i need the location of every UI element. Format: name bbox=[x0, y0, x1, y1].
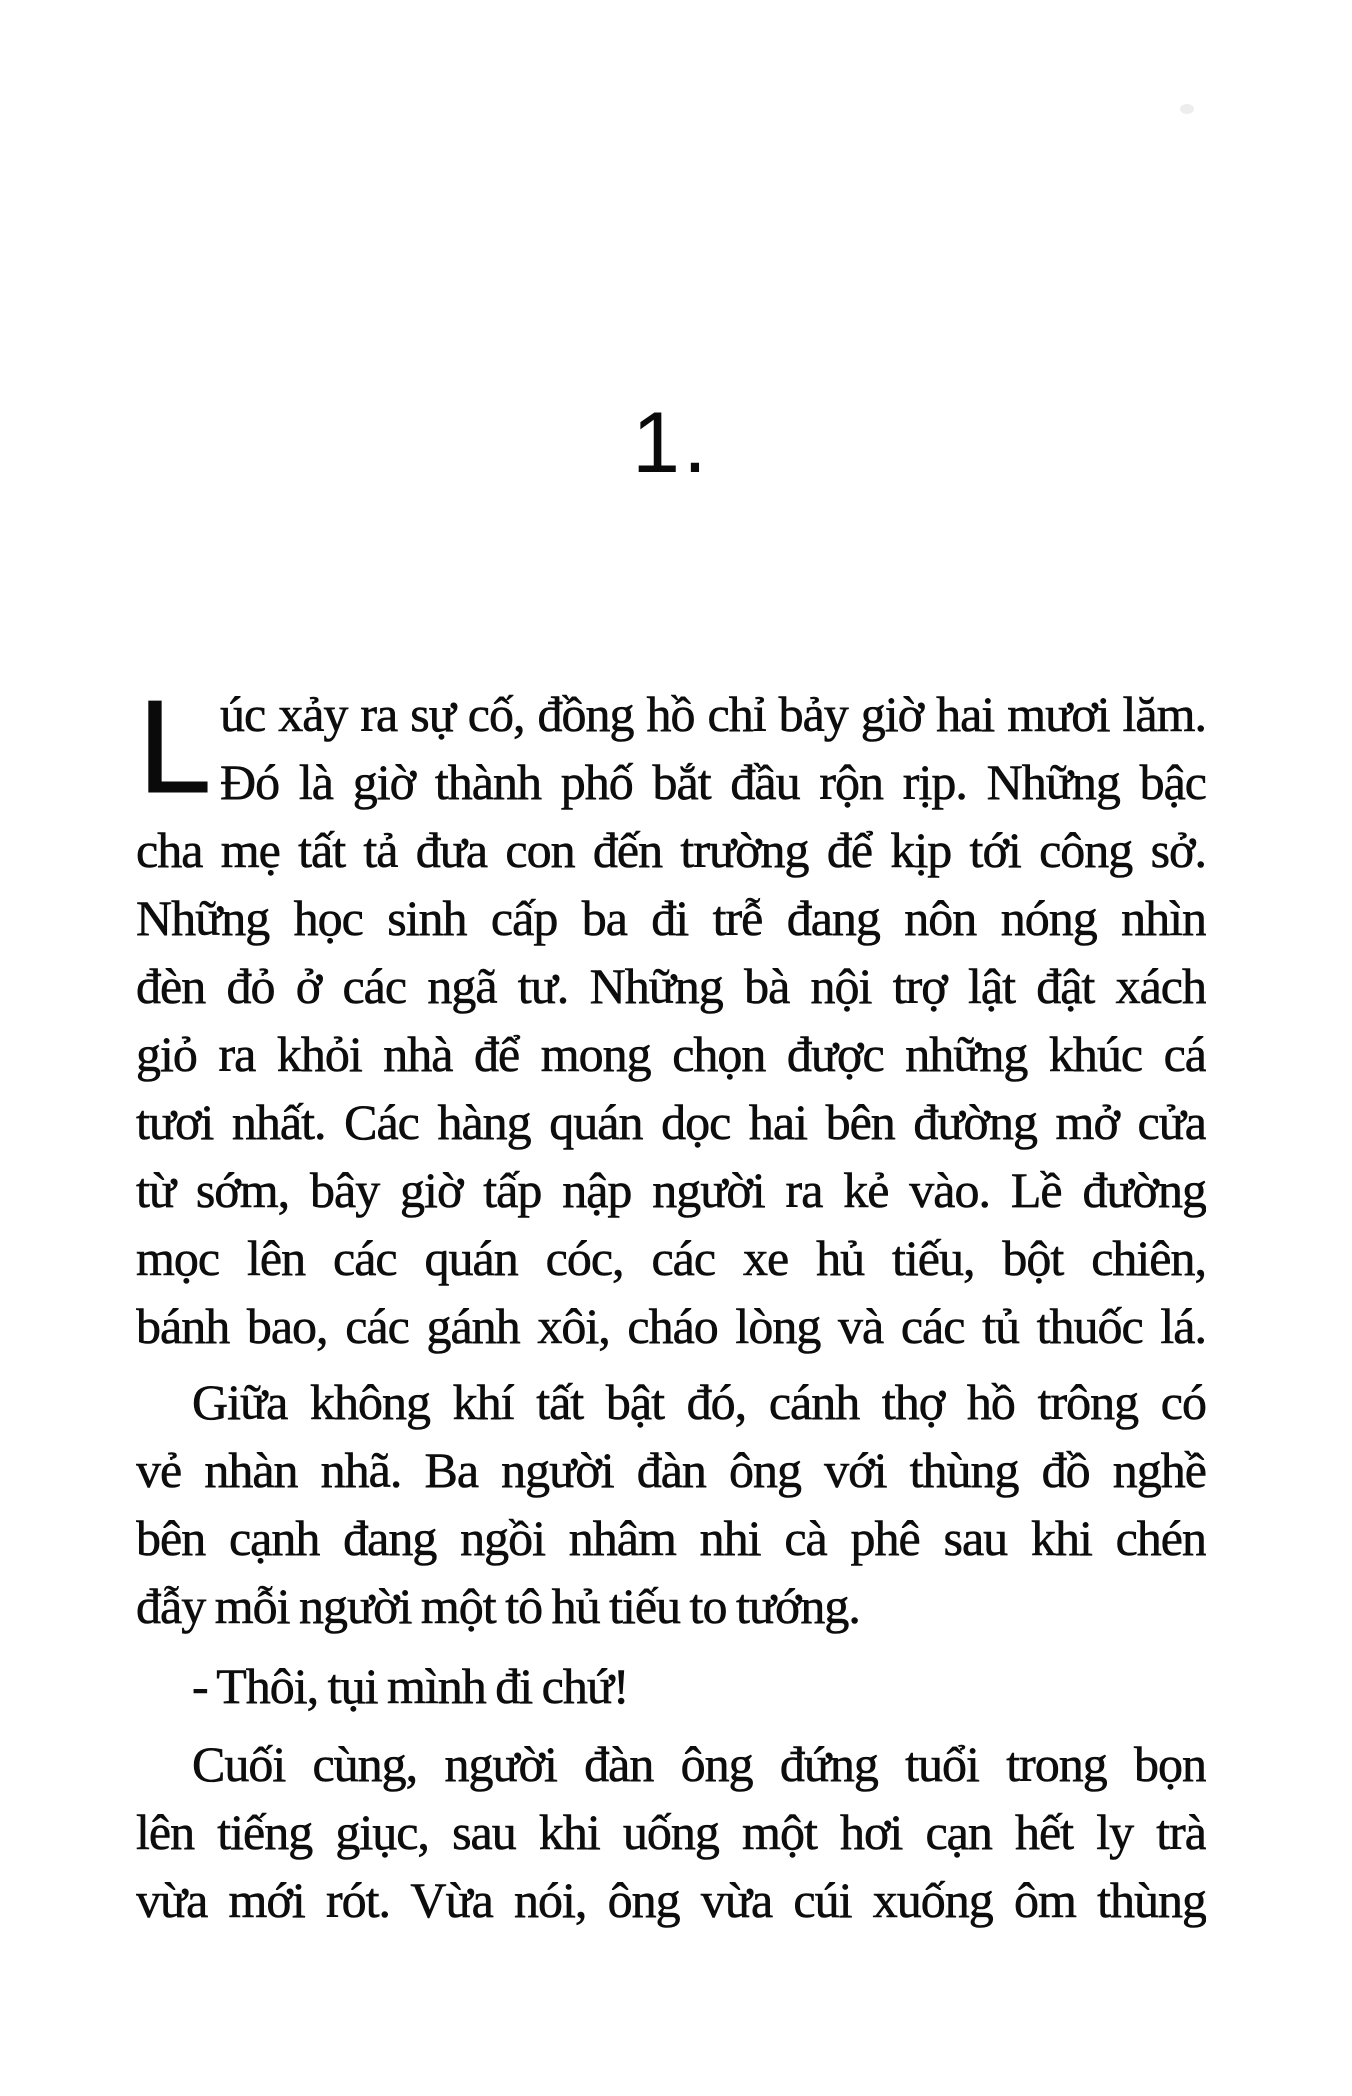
text-line: - Thôi, tụi mình đi chứ! bbox=[192, 1658, 629, 1714]
paragraph-dialogue bbox=[136, 1652, 1206, 1720]
text-line: bên cạnh đang ngồi nhâm nhi cà phê sau khi chén bbox=[136, 1510, 1206, 1566]
text-line: Đó là giờ thành phố bắt đầu rộn rịp. Những bậc bbox=[220, 754, 1206, 810]
paragraph-opening bbox=[136, 673, 1206, 1360]
text-line: bánh bao, các gánh xôi, cháo lòng và các tủ thuốc lá. bbox=[136, 1298, 1206, 1354]
text-line: vẻ nhàn nhã. Ba người đàn ông với thùng đồ nghề bbox=[136, 1442, 1206, 1498]
text-line: úc xảy ra sự cố, đồng hồ chỉ bảy giờ hai mươi lăm. bbox=[220, 686, 1206, 742]
text-line: đẫy mỗi người một tô hủ tiếu to tướng. bbox=[136, 1578, 860, 1634]
scan-artifact bbox=[1180, 104, 1194, 114]
paragraph-closing bbox=[136, 1730, 1206, 1934]
drop-cap-letter: L bbox=[138, 673, 212, 820]
paragraph-workers bbox=[136, 1368, 1206, 1640]
text-line: đèn đỏ ở các ngã tư. Những bà nội trợ lật đật xách bbox=[136, 958, 1206, 1014]
text-line: từ sớm, bây giờ tấp nập người ra kẻ vào. Lề đường bbox=[136, 1162, 1206, 1218]
text-block bbox=[136, 673, 1206, 1934]
text-line: lên tiếng giục, sau khi uống một hơi cạn hết ly trà bbox=[136, 1804, 1206, 1860]
text-line: cha mẹ tất tả đưa con đến trường để kịp tới công sở. bbox=[136, 822, 1206, 878]
text-line: Những học sinh cấp ba đi trễ đang nôn nóng nhìn bbox=[136, 890, 1206, 946]
text-line: tươi nhất. Các hàng quán dọc hai bên đường mở cửa bbox=[136, 1094, 1206, 1150]
text-line: Cuối cùng, người đàn ông đứng tuổi trong bọn bbox=[192, 1736, 1206, 1792]
text-line: vừa mới rót. Vừa nói, ông vừa cúi xuống ôm thùng bbox=[136, 1872, 1206, 1928]
text-line: mọc lên các quán cóc, các xe hủ tiếu, bột chiên, bbox=[136, 1230, 1206, 1286]
text-line: Giữa không khí tất bật đó, cánh thợ hồ trông có bbox=[192, 1374, 1206, 1430]
chapter-number: 1. bbox=[632, 395, 710, 491]
text-line: giỏ ra khỏi nhà để mong chọn được những khúc cá bbox=[136, 1026, 1206, 1082]
